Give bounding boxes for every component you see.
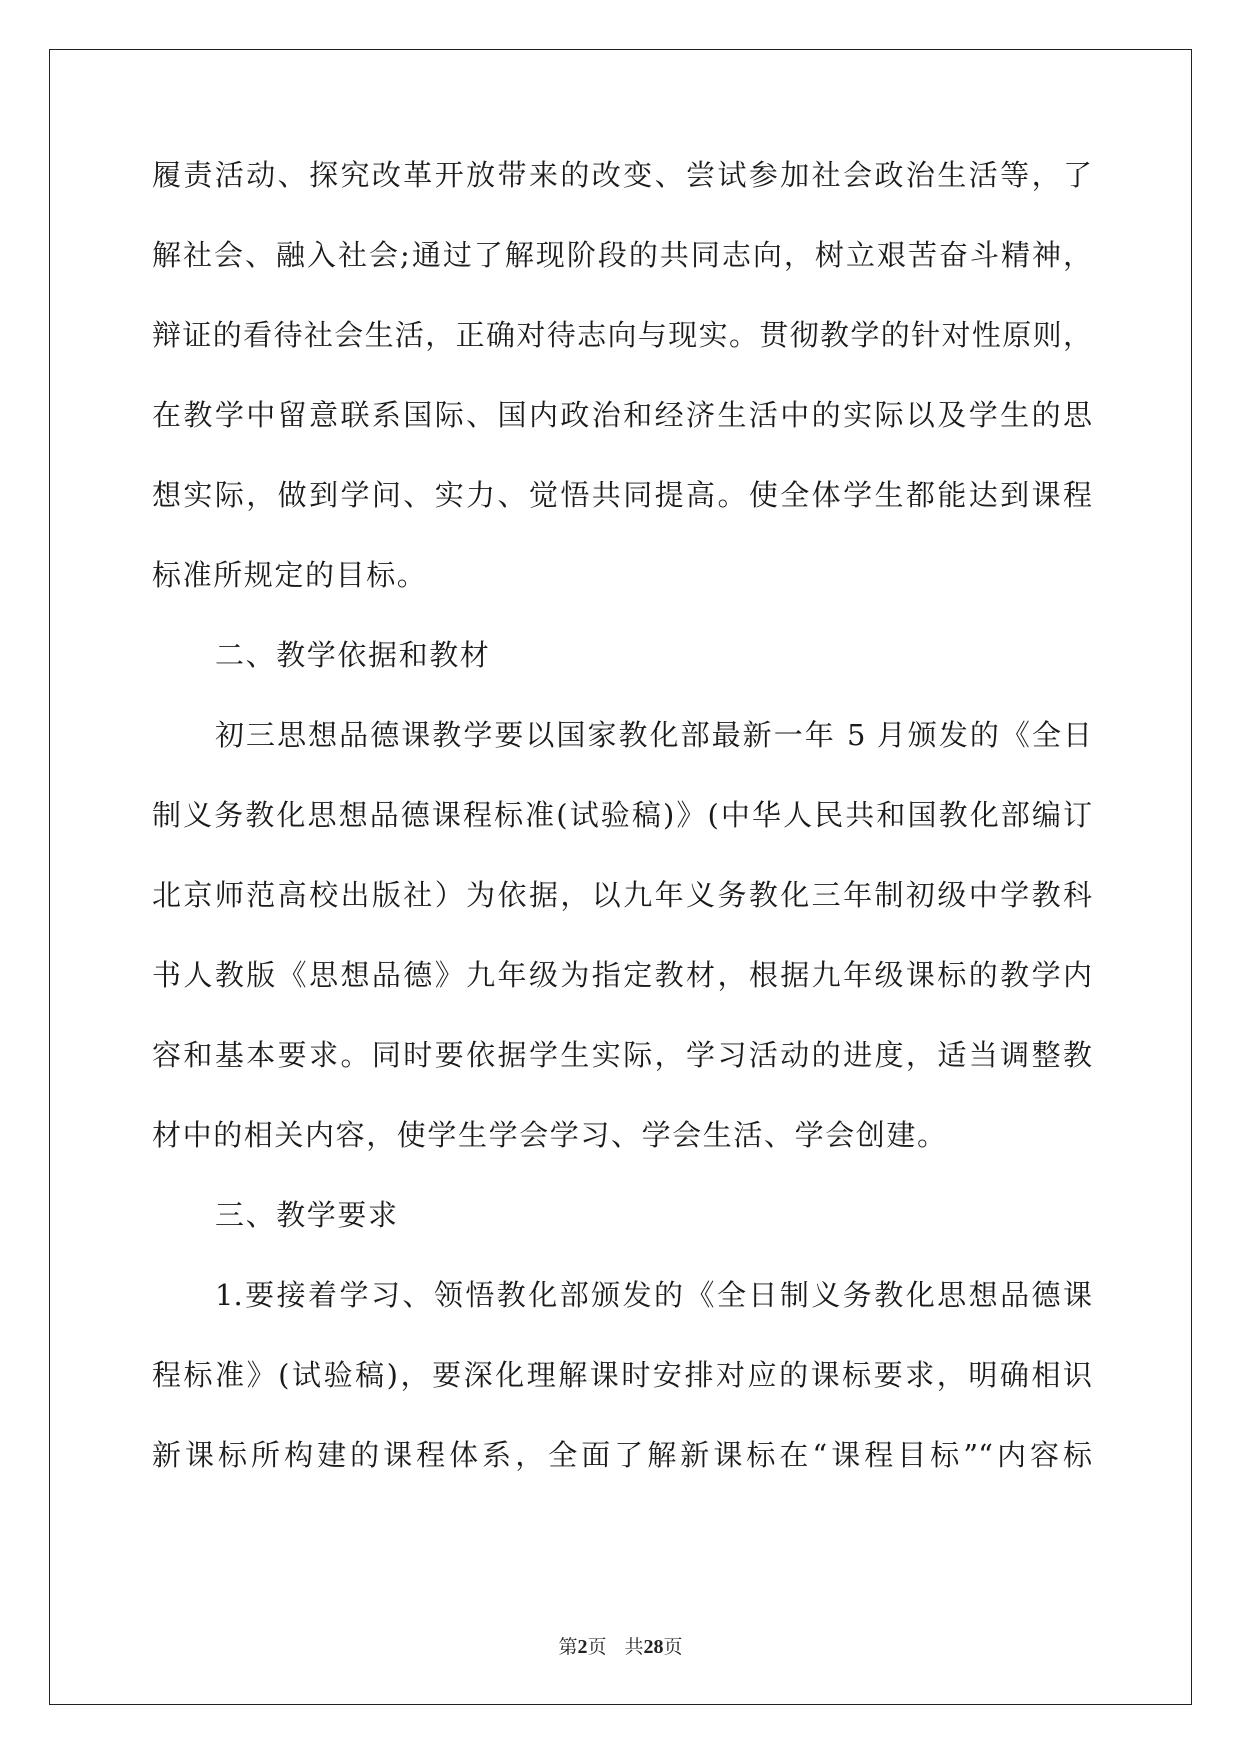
page-footer	[0, 1632, 1241, 1659]
total-prefix: 共	[624, 1637, 644, 1658]
text-line: 程标准》(试验稿)，要深化理解课时安排对应的课标要求，明确相识	[152, 1358, 1092, 1392]
text-line: 辩证的看待社会生活，正确对待志向与现实。贯彻教学的针对性原则，	[152, 318, 1092, 352]
total-suffix: 页	[663, 1637, 683, 1658]
page-number: 2	[577, 1636, 588, 1658]
text-line: 解社会、融入社会;通过了解现阶段的共同志向，树立艰苦奋斗精神，	[152, 238, 1092, 272]
page-prefix: 第	[558, 1637, 578, 1658]
text-line: 材中的相关内容，使学生学会学习、学会生活、学会创建。	[152, 1118, 948, 1152]
section-heading: 二、教学依据和教材	[215, 638, 491, 672]
text-line: 初三思想品德课教学要以国家教化部最新一年 5 月颁发的《全日	[215, 718, 1092, 752]
document-body	[152, 155, 1092, 1515]
text-line: 标准所规定的目标。	[152, 558, 428, 592]
text-line: 想实际，做到学问、实力、觉悟共同提高。使全体学生都能达到课程	[152, 478, 1092, 512]
text-line: 新课标所构建的课程体系，全面了解新课标在“课程目标”“内容标	[152, 1438, 1092, 1472]
text-line: 1.要接着学习、领悟教化部颁发的《全日制义务教化思想品德课	[215, 1278, 1092, 1312]
text-line: 制义务教化思想品德课程标准(试验稿)》(中华人民共和国教化部编订	[152, 798, 1092, 832]
text-line: 容和基本要求。同时要依据学生实际，学习活动的进度，适当调整教	[152, 1038, 1092, 1072]
section-heading: 三、教学要求	[215, 1198, 399, 1232]
text-line: 在教学中留意联系国际、国内政治和经济生活中的实际以及学生的思	[152, 398, 1092, 432]
text-line: 履责活动、探究改革开放带来的改变、尝试参加社会政治生活等，了	[152, 158, 1092, 192]
text-line: 书人教版《思想品德》九年级为指定教材，根据九年级课标的教学内	[152, 958, 1092, 992]
total-pages: 28	[643, 1636, 664, 1658]
page-suffix: 页	[587, 1637, 607, 1658]
text-line: 北京师范高校出版社）为依据，以九年义务教化三年制初级中学教科	[152, 878, 1092, 912]
